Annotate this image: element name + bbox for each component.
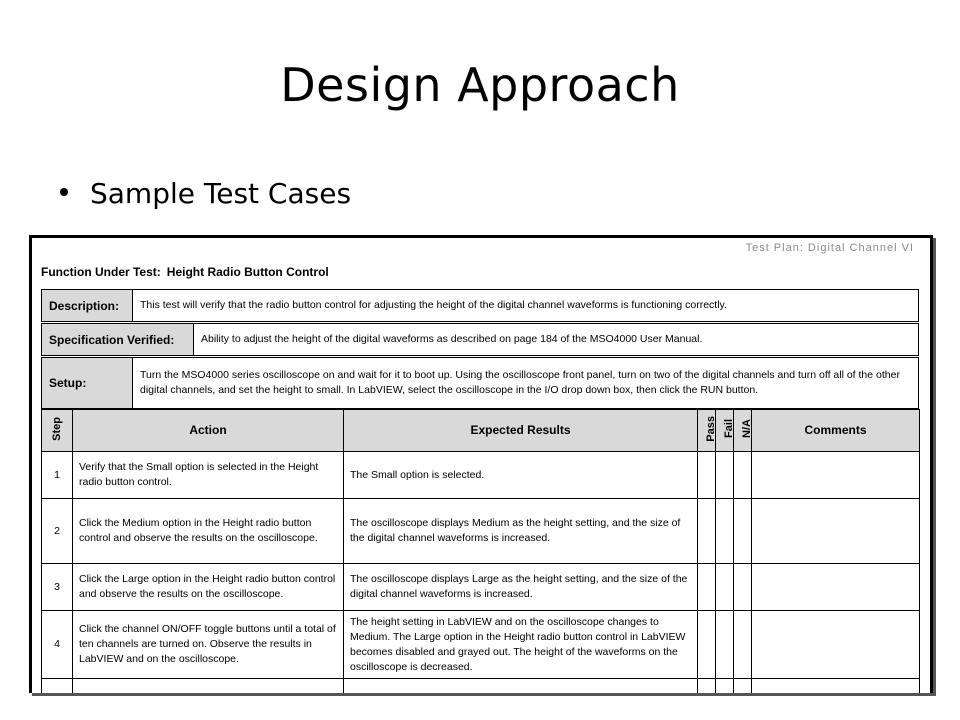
na-cell	[734, 611, 752, 679]
table-header-row	[42, 410, 920, 452]
pass-cell	[698, 452, 716, 499]
description-label: Description:	[42, 290, 133, 321]
table-row-truncated	[42, 679, 920, 694]
pass-cell	[698, 499, 716, 564]
table-row	[42, 452, 920, 499]
step-action: Verify that the Small option is selected in the Height radio button control.	[73, 452, 344, 499]
bullet-item	[60, 177, 351, 210]
step-action: Click the channel ON/OFF toggle buttons until a total of ten channels are turned on. Observe the results in LabVIEW and on the oscilloscope.	[73, 611, 344, 679]
comments-cell	[752, 452, 920, 499]
specification-text: Ability to adjust the height of the digital waveforms as described on page 184 of the MSO4000 User Manual.	[201, 333, 703, 345]
test-plan-document	[29, 235, 933, 693]
document-header: Test Plan: Digital Channel VI	[745, 242, 914, 254]
comments-cell	[752, 611, 920, 679]
fail-cell	[716, 611, 734, 679]
step-expected: The Small option is selected.	[344, 452, 698, 499]
step-expected: The oscilloscope displays Large as the height setting, and the size of the digital channel waveforms is increased.	[344, 564, 698, 611]
setup-text: Turn the MSO4000 series oscilloscope on and wait for it to boot up. Using the oscilloscope front panel, turn on two of the digital channels and turn off all of the other digital channels, and set the height to small. In LabVIEW, select the oscilloscope in the I/O drop down box, then click the RUN button.	[140, 369, 900, 396]
comments-cell	[752, 564, 920, 611]
column-header-fail: Fail	[716, 410, 734, 452]
step-number: 2	[42, 499, 73, 564]
description-row	[41, 289, 919, 322]
column-header-step: Step	[42, 410, 73, 452]
specification-row	[41, 323, 919, 356]
step-expected: The height setting in LabVIEW and on the oscilloscope changes to Medium. The Large option in the Height radio button control in LabVIEW becomes disabled and grayed out. The height of the waveforms on the oscilloscope is decreased.	[344, 611, 698, 679]
description-text: This test will verify that the radio button control for adjusting the height of the digital channel waveforms is functioning correctly.	[140, 299, 727, 311]
column-header-na: N/A	[734, 410, 752, 452]
comments-cell	[752, 499, 920, 564]
setup-row	[41, 357, 919, 409]
step-action: Click the Large option in the Height radio button control and observe the results on the oscilloscope.	[73, 564, 344, 611]
pass-cell	[698, 564, 716, 611]
function-value: Height Radio Button Control	[166, 265, 329, 279]
step-expected: The oscilloscope displays Medium as the height setting, and the size of the digital channel waveforms is increased.	[344, 499, 698, 564]
column-header-pass: Pass	[698, 410, 716, 452]
fail-cell	[716, 564, 734, 611]
step-number: 1	[42, 452, 73, 499]
step-number: 3	[42, 564, 73, 611]
na-cell	[734, 452, 752, 499]
function-label: Function Under Test:	[41, 265, 161, 279]
column-header-expected: Expected Results	[344, 410, 698, 452]
table-row	[42, 564, 920, 611]
column-header-action: Action	[73, 410, 344, 452]
fail-cell	[716, 452, 734, 499]
function-under-test	[41, 265, 329, 279]
column-header-comments: Comments	[752, 410, 920, 452]
fail-cell	[716, 499, 734, 564]
step-number: 4	[42, 611, 73, 679]
slide-title: Design Approach	[280, 58, 680, 112]
specification-label: Specification Verified:	[42, 324, 194, 355]
setup-label: Setup:	[42, 358, 133, 408]
table-row	[42, 611, 920, 679]
test-steps-table	[41, 409, 920, 693]
step-action: Click the Medium option in the Height radio button control and observe the results on the oscilloscope.	[73, 499, 344, 564]
bullet-text: Sample Test Cases	[90, 177, 352, 210]
pass-cell	[698, 611, 716, 679]
bullet-dot-icon	[60, 188, 68, 196]
na-cell	[734, 499, 752, 564]
table-row	[42, 499, 920, 564]
na-cell	[734, 564, 752, 611]
